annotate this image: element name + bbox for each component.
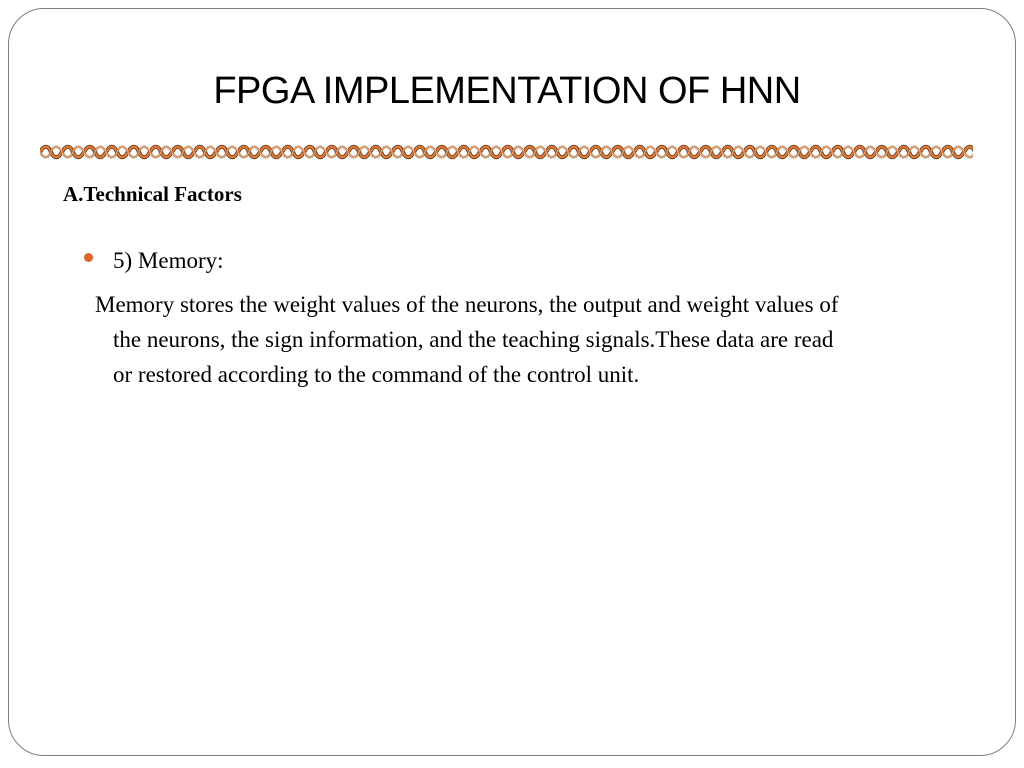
- body-paragraph: [95, 287, 945, 392]
- decorative-divider: [40, 143, 973, 161]
- bullet-marker: [84, 253, 93, 262]
- section-subheading: A.Technical Factors: [63, 182, 242, 206]
- paragraph-line: Memory stores the weight values of the neurons, the output and weight values of: [95, 292, 839, 317]
- paragraph-line: or restored according to the command of the control unit.: [113, 362, 640, 387]
- paragraph-line: the neurons, the sign information, and the teaching signals.These data are read: [113, 327, 834, 352]
- bullet-text: 5) Memory:: [113, 248, 224, 273]
- slide-title: FPGA IMPLEMENTATION OF HNN: [213, 70, 801, 112]
